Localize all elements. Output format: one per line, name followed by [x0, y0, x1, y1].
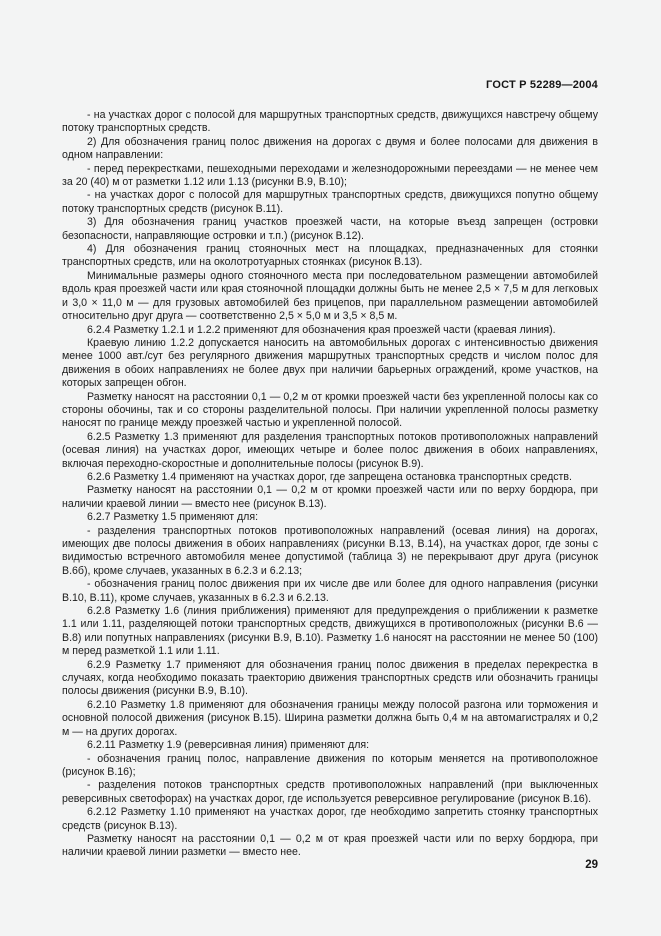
paragraph: 6.2.10 Разметку 1.8 применяют для обозначения границы между полосой разгона или торможения и основной полосой движения (рисунок В.15). Ширина разметки должна быть 0,4 м на автомагистралях и 0,2 м — на других дорогах. [62, 698, 598, 738]
paragraph: - разделения транспортных потоков противоположных направлений (осевая линия) на дорогах, имеющих две полосы движения в обоих направлениях (рисунки В.13, В.14), на участках дорог, где зоны с видимостью встречного автомобиля менее допустимой (таблица 3) не перекрывают друг друга (рисунок В.6б), кроме случаев, указанных в 6.2.3 и 6.2.13; [62, 524, 598, 577]
paragraph: - разделения потоков транспортных средств противоположных направлений (при выключенных реверсивных светофорах) на участках дорог, где используется реверсивное регулирование (рисунок В.16). [62, 779, 598, 805]
paragraph: 6.2.11 Разметку 1.9 (реверсивная линия) применяют для: [87, 739, 370, 752]
paragraph: 6.2.4 Разметку 1.2.1 и 1.2.2 применяют для обозначения края проезжей части (краевая линия). [87, 323, 556, 336]
paragraph: 3) Для обозначения границ участков проезжей части, на которые въезд запрещен (островки безопасности, направляющие островки и т.п.) (рисунок В.12). [62, 216, 598, 242]
paragraph: 6.2.5 Разметку 1.3 применяют для разделения транспортных потоков противоположных направлений (осевая линия) на участках дорог, имеющих четыре и более полос движения в обоих направлениях, включая переходно-скоростные и дополнительные полосы (рисунок В.9). [62, 430, 598, 470]
paragraph: 6.2.12 Разметку 1.10 применяют на участках дорог, где необходимо запретить стоянку транспортных средств (рисунок В.13). [62, 806, 598, 832]
paragraph: - перед перекрестками, пешеходными переходами и железнодорожными переездами — не менее чем за 20 (40) м от разметки 1.12 или 1.13 (рисунки В.9, В.10); [62, 162, 598, 189]
paragraph: Разметку наносят на расстоянии 0,1 — 0,2 м от края проезжей части или по верху бордюра, при наличии краевой линии разметки — вместо нее. [62, 832, 598, 859]
paragraph: - на участках дорог с полосой для маршрутных транспортных средств, движущихся навстречу общему потоку транспортных средств. [62, 109, 598, 135]
paragraph: Краевую линию 1.2.2 допускается наносить на автомобильных дорогах с интенсивностью движения менее 1000 авт./сут без регулярного движения маршрутных транспортных средств и числом полос для движения в обоих направлениях не более двух при наличии барьерных ограждений, кроме участков, на которых запрещен обгон. [62, 336, 598, 390]
paragraph: Минимальные размеры одного стояночного места при последовательном размещении автомобилей вдоль края проезжей части или края стояночной площадки должны быть не менее 2,5 × 7,5 м для легковых и 3,0 × 11,0 м — для грузовых автомобилей без прицепов, при параллельном размещении автомобилей относительно друг друга — соответственно 2,5 × 5,0 м и 3,5 × 8,5 м. [62, 269, 598, 323]
paragraph: 6.2.8 Разметку 1.6 (линия приближения) применяют для предупреждения о приближении к разметке 1.1 или 1.11, разделяющей потоки транспортных средств, движущихся в противоположных (рисунки В.6 — В.8) или попутных направлениях (рисунки В.9, В.10). Разметку 1.6 наносят на расстоянии не менее 50 (100) м перед разметкой 1.1 или 1.11. [62, 605, 598, 658]
page-number: 29 [585, 859, 598, 871]
paragraph: - обозначения границ полос движения при их числе две или более для одного направления (рисунки В.10, В.11), кроме случаев, указанных в 6.2.3 и 6.2.13. [62, 578, 598, 604]
paragraph: 6.2.9 Разметку 1.7 применяют для обозначения границ полос движения в пределах перекрестка в случаях, когда необходимо показать траекторию движения транспортных средств или обозначить границы полосы движения (рисунки В.9, В.10). [62, 658, 598, 698]
paragraph: - обозначения границ полос, направление движения по которым меняется на противоположное (рисунок В.16); [62, 752, 598, 778]
document-body [62, 109, 598, 860]
paragraph: 4) Для обозначения границ стояночных мест на площадках, предназначенных для стоянки транспортных средств, или на околотротуарных стоянках (рисунок В.13). [62, 243, 598, 269]
paragraph: Разметку наносят на расстоянии 0,1 — 0,2 м от кромки проезжей части без укрепленной полосы как со стороны обочины, так и со стороны разделительной полосы. При наличии укрепленной полосы разметку наносят по границе между проезжей частью и укрепленной полосой. [62, 390, 598, 430]
paragraph: - на участках дорог с полосой для маршрутных транспортных средств, движущихся попутно общему потоку транспортных средств (рисунок В.11). [62, 189, 598, 215]
paragraph: 6.2.6 Разметку 1.4 применяют на участках дорог, где запрещена остановка транспортных средств. [87, 470, 572, 483]
paragraph: 2) Для обозначения границ полос движения на дорогах с двумя и более полосами для движения в одном направлении: [62, 135, 598, 162]
document-header: ГОСТ Р 52289—2004 [486, 79, 598, 91]
paragraph: Разметку наносят на расстоянии 0,1 — 0,2 м от кромки проезжей части или по верху бордюра, при наличии краевой линии — вместо нее (рисунок В.13). [62, 484, 598, 510]
paragraph: 6.2.7 Разметку 1.5 применяют для: [87, 511, 259, 524]
